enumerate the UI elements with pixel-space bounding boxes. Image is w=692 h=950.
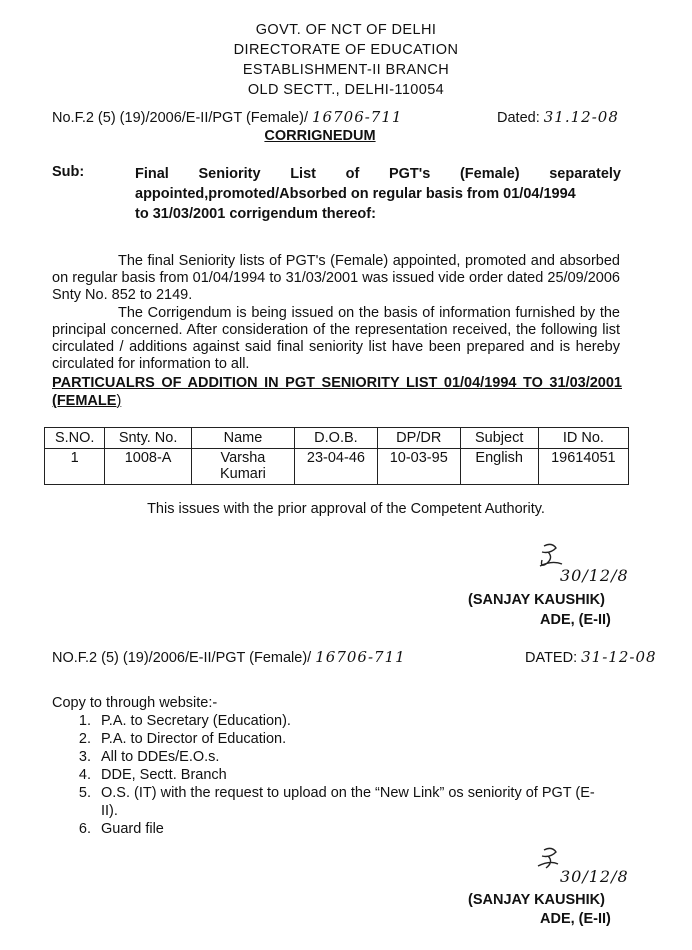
subject-line-1: Final Seniority List of PGT's (Female) separately [135, 166, 621, 182]
cell-name-first: Varsha [220, 450, 266, 466]
list-item: 6. Guard file [95, 820, 655, 838]
reference-date-2 [525, 648, 657, 666]
reference-number-handwritten: 16706-711 [312, 108, 403, 126]
signatory-name-2: (SANJAY KAUSHIK) [468, 892, 605, 908]
list-item: 5. O.S. (IT) with the request to upload on the “New Link” os seniority of PGT (E-II). [95, 784, 601, 820]
dept-line-govt: GOVT. OF NCT OF DELHI [255, 22, 437, 38]
particulars-heading [52, 374, 622, 410]
particulars-heading-text: PARTICUALRS OF ADDITION IN PGT SENIORITY LIST 01/04/1994 TO 31/03/2001 (FEMALE [52, 375, 622, 409]
list-item: 2. P.A. to Director of Education. [95, 730, 655, 748]
letterhead [0, 20, 692, 100]
reference-number-2-text: NO.F.2 (5) (19)/2006/E-II/PGT (Female)/ [52, 650, 312, 666]
cell-dpdr: 10-03-95 [377, 449, 460, 485]
copy-to-heading: Copy to through website:- [52, 695, 218, 711]
subject-line-2: appointed,promoted/Absorbed on regular basis from 01/04/1994 [135, 186, 576, 202]
signatory-name-1: (SANJAY KAUSHIK) [468, 592, 605, 608]
seniority-addition-table [44, 427, 629, 485]
table-row [45, 449, 629, 485]
dated-handwritten: 31.12-08 [543, 108, 619, 126]
list-item: 3. All to DDEs/E.O.s. [95, 748, 655, 766]
col-header-dob: D.O.B. [295, 428, 378, 449]
dated-label-2: DATED: [525, 650, 578, 666]
col-header-sno: S.NO. [45, 428, 105, 449]
copy-to-list [40, 712, 655, 838]
col-header-snty: Snty. No. [105, 428, 191, 449]
reference-number [52, 108, 402, 126]
document-title: CORRIGNEDUM [264, 128, 376, 144]
dept-line-address: OLD SECTT., DELHI-110054 [247, 82, 445, 98]
cell-name-last: Kumari [219, 466, 266, 482]
reference-date [497, 108, 619, 126]
signatory-designation-1: ADE, (E-II) [540, 612, 611, 628]
col-header-name: Name [191, 428, 294, 449]
list-item: 1. P.A. to Secretary (Education). [95, 712, 655, 730]
table-header-row [45, 428, 629, 449]
signature-1-initials: 30/12/8 [560, 566, 629, 585]
dated-label: Dated: [497, 110, 540, 126]
subject-line-3: to 31/03/2001 corrigendum thereof: [135, 206, 376, 222]
body-paragraph-2: The Corrigendum is being issued on the basis of information furnished by the principal concerned. After consideration of the representation received, the following list circulated / additions against said final seniority list have been prepared and is hereby circulated for information to all. [52, 305, 620, 372]
subject-text [135, 164, 621, 224]
col-header-id: ID No. [538, 428, 628, 449]
dept-line-directorate: DIRECTORATE OF EDUCATION [233, 42, 459, 58]
cell-subject: English [460, 449, 538, 485]
cell-snty: 1008-A [105, 449, 191, 485]
cell-id: 19614051 [538, 449, 628, 485]
list-item: 4. DDE, Sectt. Branch [95, 766, 655, 784]
dated-handwritten-2: 31-12-08 [581, 648, 657, 666]
approval-note: This issues with the prior approval of the Competent Authority. [147, 501, 545, 517]
reference-number-2 [52, 648, 406, 666]
cell-sno: 1 [45, 449, 105, 485]
reference-number-text: No.F.2 (5) (19)/2006/E-II/PGT (Female)/ [52, 110, 308, 126]
dept-line-branch: ESTABLISHMENT-II BRANCH [242, 62, 450, 78]
cell-dob: 23-04-46 [295, 449, 378, 485]
col-header-subject: Subject [460, 428, 538, 449]
particulars-heading-paren: ) [116, 393, 122, 409]
cell-name [191, 449, 294, 485]
subject-label: Sub: [52, 164, 85, 180]
col-header-dpdr: DP/DR [377, 428, 460, 449]
body-paragraph-1: The final Seniority lists of PGT's (Female) appointed, promoted and absorbed on regular basis from 01/04/1994 to 31/03/2001 was issued vide order dated 25/09/2006 Snty No. 852 to 2149. [52, 253, 620, 303]
signatory-designation-2: ADE, (E-II) [540, 911, 611, 927]
reference-number-2-handwritten: 16706-711 [315, 648, 406, 666]
signature-2-initials: 30/12/8 [560, 867, 629, 886]
